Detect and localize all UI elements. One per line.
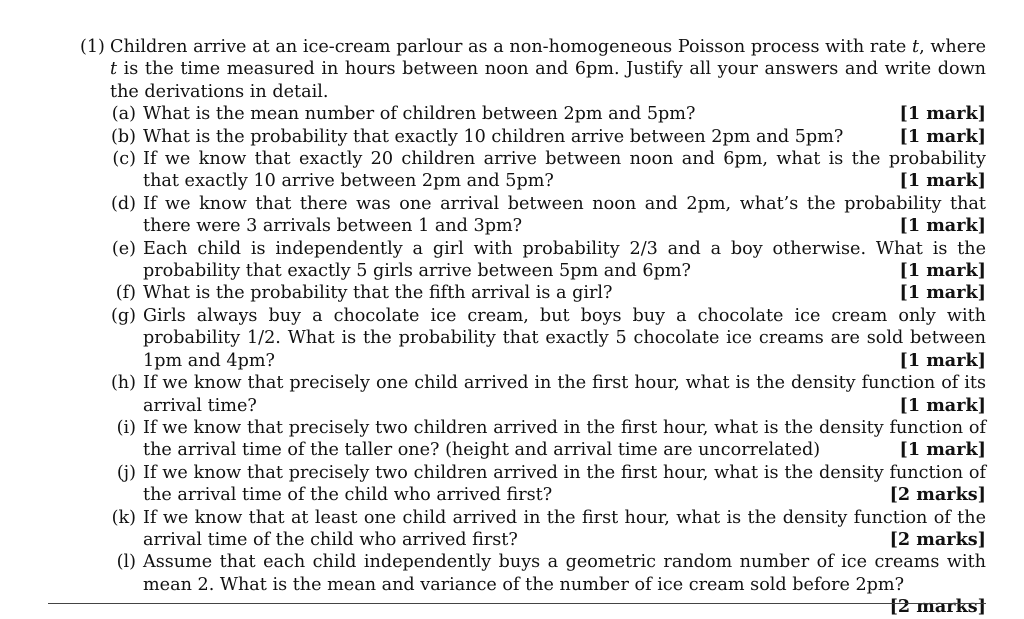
sub-question (110, 126, 986, 148)
mark-allocation: [1 mark] (899, 125, 986, 147)
sub-question-text (143, 462, 986, 507)
sub-question-label: (h) (110, 373, 136, 394)
question-text: What is the probability that the fifth arrival is a girl? (143, 283, 613, 304)
question-text: What is the probability that exactly 10 children arrive between 2pm and 5pm? (143, 126, 844, 147)
sub-question (110, 282, 986, 304)
sub-question (110, 372, 986, 417)
sub-question-text (143, 417, 986, 462)
sub-question (110, 103, 986, 125)
mark-allocation: [1 mark] (899, 394, 986, 416)
sub-question-text (143, 126, 986, 148)
question-text: If we know that precisely two children arrived in the first hour, what is the density function of the arrival time of the child who arrived first? (143, 462, 986, 506)
mark-allocation: [1 mark] (899, 215, 986, 237)
sub-question-text (143, 148, 986, 193)
sub-question (110, 507, 986, 552)
sub-question-label: (g) (111, 305, 136, 326)
sub-question (110, 305, 986, 372)
intro-var-t-2: t (110, 59, 118, 80)
sub-question-label: (d) (111, 193, 136, 214)
problem-body (110, 36, 986, 619)
sub-question (110, 238, 986, 283)
sub-question-label: (f) (115, 283, 136, 304)
intro-text-1: Children arrive at an ice-cream parlour as a non-homogeneous Poisson process with rate (110, 37, 913, 57)
sub-question-text (143, 193, 986, 238)
sub-question-label: (i) (116, 417, 136, 438)
sub-question-text (143, 507, 986, 552)
question-text: Assume that each child independently buys a geometric random number of ice creams with mean 2. What is the mean and variance of the number of ice cream sold before 2pm? (143, 552, 986, 595)
question-text: What is the mean number of children between 2pm and 5pm? (143, 104, 696, 125)
mark-allocation: [1 mark] (899, 349, 986, 371)
sub-question-label: (l) (116, 552, 136, 573)
sub-question-text (143, 305, 986, 372)
sub-question-label: (b) (111, 126, 136, 147)
mark-allocation: [1 mark] (899, 170, 986, 192)
problem-number: (1) (80, 37, 105, 57)
sub-question-list (110, 103, 986, 618)
question-text: Girls always buy a chocolate ice cream, but boys buy a chocolate ice cream only with probability 1/2. What is the probability that exactly 5 chocolate ice creams are sold between 1pm and 4pm? (143, 305, 986, 371)
sub-question (110, 551, 986, 618)
sub-question-text (143, 551, 986, 618)
question-text: If we know that at least one child arrived in the first hour, what is the density function of the arrival time of the child who arrived first? (143, 507, 986, 550)
mark-allocation: [2 marks] (889, 596, 986, 618)
sub-question-label: (e) (111, 238, 136, 259)
mark-allocation: [2 marks] (889, 484, 986, 506)
sub-question-label: (c) (112, 149, 136, 170)
mark-allocation: [1 mark] (899, 282, 986, 304)
sub-question (110, 462, 986, 507)
mark-allocation: [1 mark] (899, 439, 986, 461)
bottom-divider (48, 603, 986, 604)
sub-question-label: (j) (116, 462, 136, 483)
question-text: If we know that exactly 20 children arrive between noon and 6pm, what is the probability that exactly 10 arrive between 2pm and 5pm? (143, 149, 986, 192)
sub-question-text (143, 103, 986, 125)
question-text: If we know that there was one arrival between noon and 2pm, what’s the probability that there were 3 arrivals between 1 and 3pm? (143, 193, 986, 237)
question-text: If we know that precisely one child arrived in the first hour, what is the density function of its arrival time? (143, 373, 986, 416)
problem-intro (110, 36, 986, 103)
sub-question-label: (a) (111, 104, 136, 125)
sub-question-text (143, 238, 986, 283)
mark-allocation: [2 marks] (889, 528, 986, 550)
sub-question-label: (k) (111, 507, 136, 528)
sub-question-text (143, 282, 986, 304)
mark-allocation: [1 mark] (899, 260, 986, 282)
question-text: If we know that precisely two children arrived in the first hour, what is the density function of the arrival time of the taller one? (height and arrival time are uncorrelated) (143, 417, 986, 461)
question-text: Each child is independently a girl with probability 2/3 and a boy otherwise. What is the probability that exactly 5 girls arrive between 5pm and 6pm? (143, 238, 986, 282)
problem-1 (80, 36, 986, 619)
mark-allocation: [1 mark] (899, 103, 986, 125)
sub-question (110, 417, 986, 462)
intro-text-2: , where (919, 37, 986, 57)
sub-question (110, 148, 986, 193)
intro-var-t-1: t (912, 37, 920, 57)
sub-question (110, 193, 986, 238)
intro-text-3: is the time measured in hours between noon and 6pm. Justify all your answers and write down the derivations in detail. (110, 59, 986, 102)
sub-question-text (143, 372, 986, 417)
